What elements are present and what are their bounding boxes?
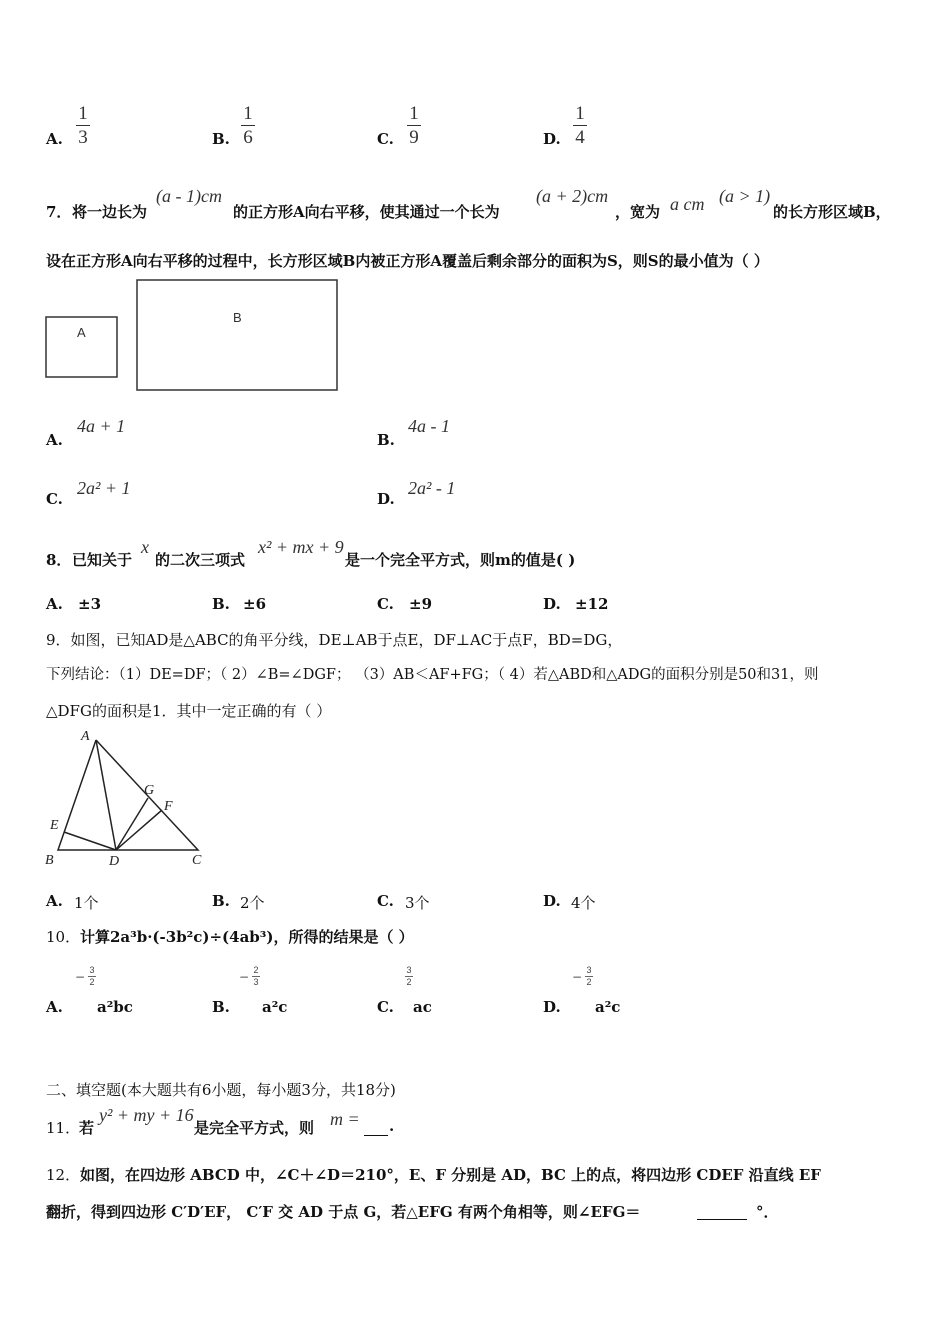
section-2-heading: 二、填空题(本大题共有6小题，每小题3分，共18分) — [46, 1081, 396, 1099]
q10-text: 计算2a³b·(-3b²c)÷(4ab³)，所得的结果是（ ） — [80, 928, 414, 946]
q10-option-b-expr: a²c — [262, 998, 288, 1016]
q7-option-a-expr: 4a + 1 — [77, 416, 126, 436]
q10-option-c-fraction: 3 2 — [406, 965, 412, 987]
q9-line-1: 9．如图，已知AD是△ABC的角平分线，DE⊥AB于点E，DF⊥AC于点F，BD=DG， — [46, 631, 623, 649]
q11-math-poly: y² + my + 16 — [99, 1105, 194, 1125]
segment-ad — [96, 740, 116, 850]
q6-option-c-label: C. — [377, 130, 394, 148]
segment-df — [116, 810, 162, 850]
q7-line-2: 设在正方形A向右平移的过程中，长方形区域B内被正方形A覆盖后剩余部分的面积为S，则S的最小值为（ ） — [46, 252, 769, 270]
rectangle-b-label: B — [233, 310, 242, 325]
q10-option-c-label: C. — [377, 998, 394, 1016]
q9-option-b-label: B. — [212, 892, 230, 910]
q9-line-3: △DFG的面积是1．其中一定正确的有（ ） — [46, 702, 332, 720]
q7-option-b-label: B. — [377, 431, 395, 449]
q8-option-b-label: B. — [212, 595, 230, 613]
triangle-abc — [58, 740, 198, 850]
q8-text-3: 是一个完全平方式，则m的值是( ) — [345, 551, 576, 569]
q12-line-2: 翻折，得到四边形 C′D′EF， C′F 交 AD 于点 G，若△EFG 有两个角相等，则∠EFG＝ — [46, 1203, 641, 1221]
q9-option-c-text: 3个 — [405, 894, 430, 912]
q10-option-a-label: A. — [46, 998, 63, 1016]
label-g: G — [144, 783, 155, 798]
q9-option-c-label: C. — [377, 892, 394, 910]
q10-option-b-label: B. — [212, 998, 230, 1016]
q9-option-a-text: 1个 — [74, 894, 99, 912]
label-e: E — [50, 818, 59, 833]
q7-option-d-label: D. — [377, 490, 395, 508]
q8-text-2: 的二次三项式 — [155, 551, 246, 569]
q12-number: 12． — [46, 1166, 81, 1184]
q8-option-b-text: ±6 — [243, 595, 267, 613]
q6-option-d-fraction: 1 4 — [573, 104, 587, 147]
q10-option-d-expr: a²c — [595, 998, 621, 1016]
q6-option-c-fraction: 1 9 — [407, 104, 421, 147]
q7-number: 7． — [46, 203, 72, 221]
q8-math-poly: x² + mx + 9 — [258, 537, 344, 557]
q11-text-3: . — [389, 1117, 395, 1135]
q9-option-a-label: A. — [46, 892, 63, 910]
q11-text-1: 若 — [79, 1119, 95, 1137]
q7-option-c-expr: 2a² + 1 — [77, 478, 131, 498]
q11-answer-blank[interactable] — [364, 1117, 388, 1136]
q7-option-a-label: A. — [46, 431, 63, 449]
q12-line-1: 如图，在四边形 ABCD 中，∠C＋∠D＝210°，E、F 分别是 AD，BC 上的点，将四边形 CDEF 沿直线 EF — [80, 1166, 821, 1184]
q11-math-m: m = — [330, 1109, 360, 1129]
q9-triangle-figure — [40, 722, 220, 872]
q10-option-a-sign: − — [75, 970, 86, 984]
q10-option-a-expr: a²bc — [97, 998, 133, 1016]
q7-math-condition: (a > 1) — [719, 186, 771, 206]
q6-option-b-label: B. — [212, 130, 230, 148]
q8-option-d-label: D. — [543, 595, 561, 613]
q10-option-d-fraction: 3 2 — [586, 965, 592, 987]
rectangle-b — [137, 280, 337, 390]
q7-text-3: ，宽为 — [615, 203, 661, 221]
q10-option-c-expr: ac — [413, 998, 432, 1016]
label-c: C — [192, 853, 202, 868]
q10-option-a-fraction: 3 2 — [89, 965, 95, 987]
q8-math-x: x — [141, 537, 149, 557]
q7-text-4: 的长方形区域B， — [773, 203, 891, 221]
q9-option-b-text: 2个 — [240, 894, 265, 912]
q9-line-2: 下列结论：（1）DE=DF；（ 2）∠B=∠DGF； （3）AB＜AF+FG；（ 4）若△ABD和△ADG的面积分别是50和31，则 — [46, 667, 819, 683]
q10-option-b-fraction: 2 3 — [253, 965, 259, 987]
segment-dg — [116, 798, 148, 850]
q8-option-d-text: ±12 — [575, 595, 609, 613]
q7-text-2: 的正方形A向右平移，使其通过一个长为 — [233, 203, 500, 221]
q12-line-2-end: °． — [756, 1203, 779, 1221]
q7-option-c-label: C. — [46, 490, 63, 508]
q6-option-a-label: A. — [46, 130, 63, 148]
q8-option-a-text: ±3 — [78, 595, 102, 613]
q7-option-d-expr: 2a² - 1 — [408, 478, 456, 498]
label-f: F — [164, 799, 173, 814]
q10-number: 10． — [46, 928, 81, 946]
q8-option-a-label: A. — [46, 595, 63, 613]
q10-option-b-sign: − — [239, 970, 250, 984]
label-d: D — [109, 854, 120, 869]
q8-option-c-text: ±9 — [409, 595, 433, 613]
q8-text-1: 已知关于 — [72, 551, 133, 569]
label-a: A — [81, 729, 90, 744]
q8-number: 8． — [46, 551, 72, 569]
q12-answer-blank[interactable] — [697, 1201, 747, 1220]
q7-figure — [40, 275, 350, 395]
q10-option-d-label: D. — [543, 998, 561, 1016]
q7-text-1: 将一边长为 — [72, 203, 148, 221]
q9-option-d-label: D. — [543, 892, 561, 910]
q7-math-width: a cm — [670, 194, 705, 214]
q8-option-c-label: C. — [377, 595, 394, 613]
q6-option-b-fraction: 1 6 — [241, 104, 255, 147]
q11-text-2: 是完全平方式，则 — [194, 1119, 315, 1137]
q10-option-d-sign: − — [572, 970, 583, 984]
square-a-label: A — [77, 325, 86, 340]
q9-option-d-text: 4个 — [571, 894, 596, 912]
q11-number: 11． — [46, 1119, 81, 1137]
segment-de — [64, 832, 116, 850]
q7-option-b-expr: 4a - 1 — [408, 416, 450, 436]
label-b: B — [45, 853, 54, 868]
q6-option-a-fraction: 1 3 — [76, 104, 90, 147]
q7-math-length: (a + 2)cm — [536, 186, 609, 206]
q7-math-side: (a - 1)cm — [156, 186, 222, 206]
q6-option-d-label: D. — [543, 130, 561, 148]
